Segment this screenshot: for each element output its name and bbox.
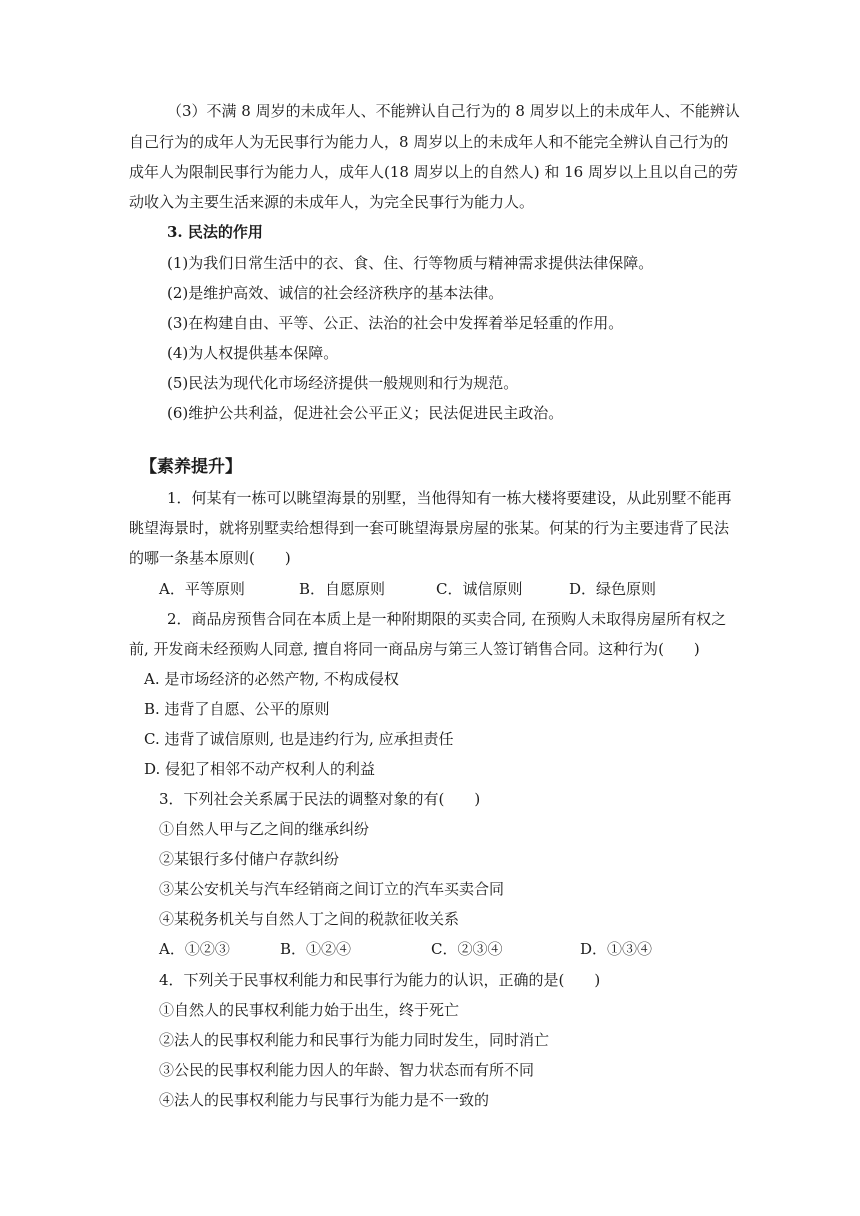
q3-option-a: A．①②③ <box>159 940 230 958</box>
q4-stem: 4．下列关于民事权利能力和民事行为能力的认识，正确的是( ) <box>159 971 601 989</box>
q2-option-a: A. 是市场经济的必然产物, 不构成侵权 <box>144 670 399 688</box>
q1-line-1: 1．何某有一栋可以眺望海景的别墅，当他得知有一栋大楼将要建设，从此别墅不能再 <box>167 489 732 507</box>
q1-option-d: D．绿色原则 <box>569 580 657 598</box>
role-item-5: (5)民法为现代化市场经济提供一般规则和行为规范。 <box>167 374 519 392</box>
para3-line-3: 成年人为限制民事行为能力人，成年人(18 周岁以上的自然人) 和 16 周岁以上且以自己的劳 <box>129 163 738 181</box>
q1-option-a: A．平等原则 <box>159 580 245 598</box>
q2-option-c: C. 违背了诚信原则, 也是违约行为, 应承担责任 <box>144 730 454 748</box>
q4-item-1: ①自然人的民事权利能力始于出生，终于死亡 <box>159 1001 460 1019</box>
q1-option-c: C．诚信原则 <box>436 580 523 598</box>
role-heading: 3. 民法的作用 <box>167 223 263 241</box>
role-item-4: (4)为人权提供基本保障。 <box>167 344 339 362</box>
q2-option-d: D. 侵犯了相邻不动产权利人的利益 <box>144 760 376 778</box>
q3-stem: 3．下列社会关系属于民法的调整对象的有( ) <box>159 790 481 808</box>
role-item-3: (3)在构建自由、平等、公正、法治的社会中发挥着举足轻重的作用。 <box>167 314 624 332</box>
q2-line-2: 前, 开发商未经预购人同意, 擅自将同一商品房与第三人签订销售合同。这种行为( ) <box>129 640 700 658</box>
q3-option-d: D．①③④ <box>580 940 653 958</box>
q1-option-b: B．自愿原则 <box>299 580 386 598</box>
q1-line-3: 的哪一条基本原则( ) <box>129 549 291 567</box>
q3-option-c: C．②③④ <box>431 940 503 958</box>
q4-item-4: ④法人的民事权利能力与民事行为能力是不一致的 <box>159 1091 490 1109</box>
q3-item-3: ③某公安机关与汽车经销商之间订立的汽车买卖合同 <box>159 880 505 898</box>
q3-item-2: ②某银行多付储户存款纠纷 <box>159 850 340 868</box>
q2-line-1: 2．商品房预售合同在本质上是一种附期限的买卖合同, 在预购人未取得房屋所有权之 <box>167 610 727 628</box>
role-item-6: (6)维护公共利益，促进社会公平正义；民法促进民主政治。 <box>167 404 564 422</box>
q2-option-b: B. 违背了自愿、公平的原则 <box>144 700 330 718</box>
role-item-2: (2)是维护高效、诚信的社会经济秩序的基本法律。 <box>167 284 504 302</box>
q3-item-4: ④某税务机关与自然人丁之间的税款征收关系 <box>159 910 460 928</box>
q4-item-2: ②法人的民事权利能力和民事行为能力同时发生，同时消亡 <box>159 1031 550 1049</box>
para3-line-2: 自己行为的成年人为无民事行为能力人，8 周岁以上的未成年人和不能完全辨认自己行为的 <box>129 133 729 151</box>
q4-item-3: ③公民的民事权利能力因人的年龄、智力状态而有所不同 <box>159 1061 535 1079</box>
q3-item-1: ①自然人甲与乙之间的继承纠纷 <box>159 820 370 838</box>
q3-option-b: B．①②④ <box>280 940 352 958</box>
role-item-1: (1)为我们日常生活中的衣、食、住、行等物质与精神需求提供法律保障。 <box>167 254 654 272</box>
section-heading: 【素养提升】 <box>140 457 242 477</box>
q1-line-2: 眺望海景时，就将别墅卖给想得到一套可眺望海景房屋的张某。何某的行为主要违背了民法 <box>129 519 730 537</box>
para3-line-4: 动收入为主要生活来源的未成年人，为完全民事行为能力人。 <box>129 193 535 211</box>
para3-line-1: （3）不满 8 周岁的未成年人、不能辨认自己行为的 8 周岁以上的未成年人、不能辨认 <box>167 102 740 120</box>
